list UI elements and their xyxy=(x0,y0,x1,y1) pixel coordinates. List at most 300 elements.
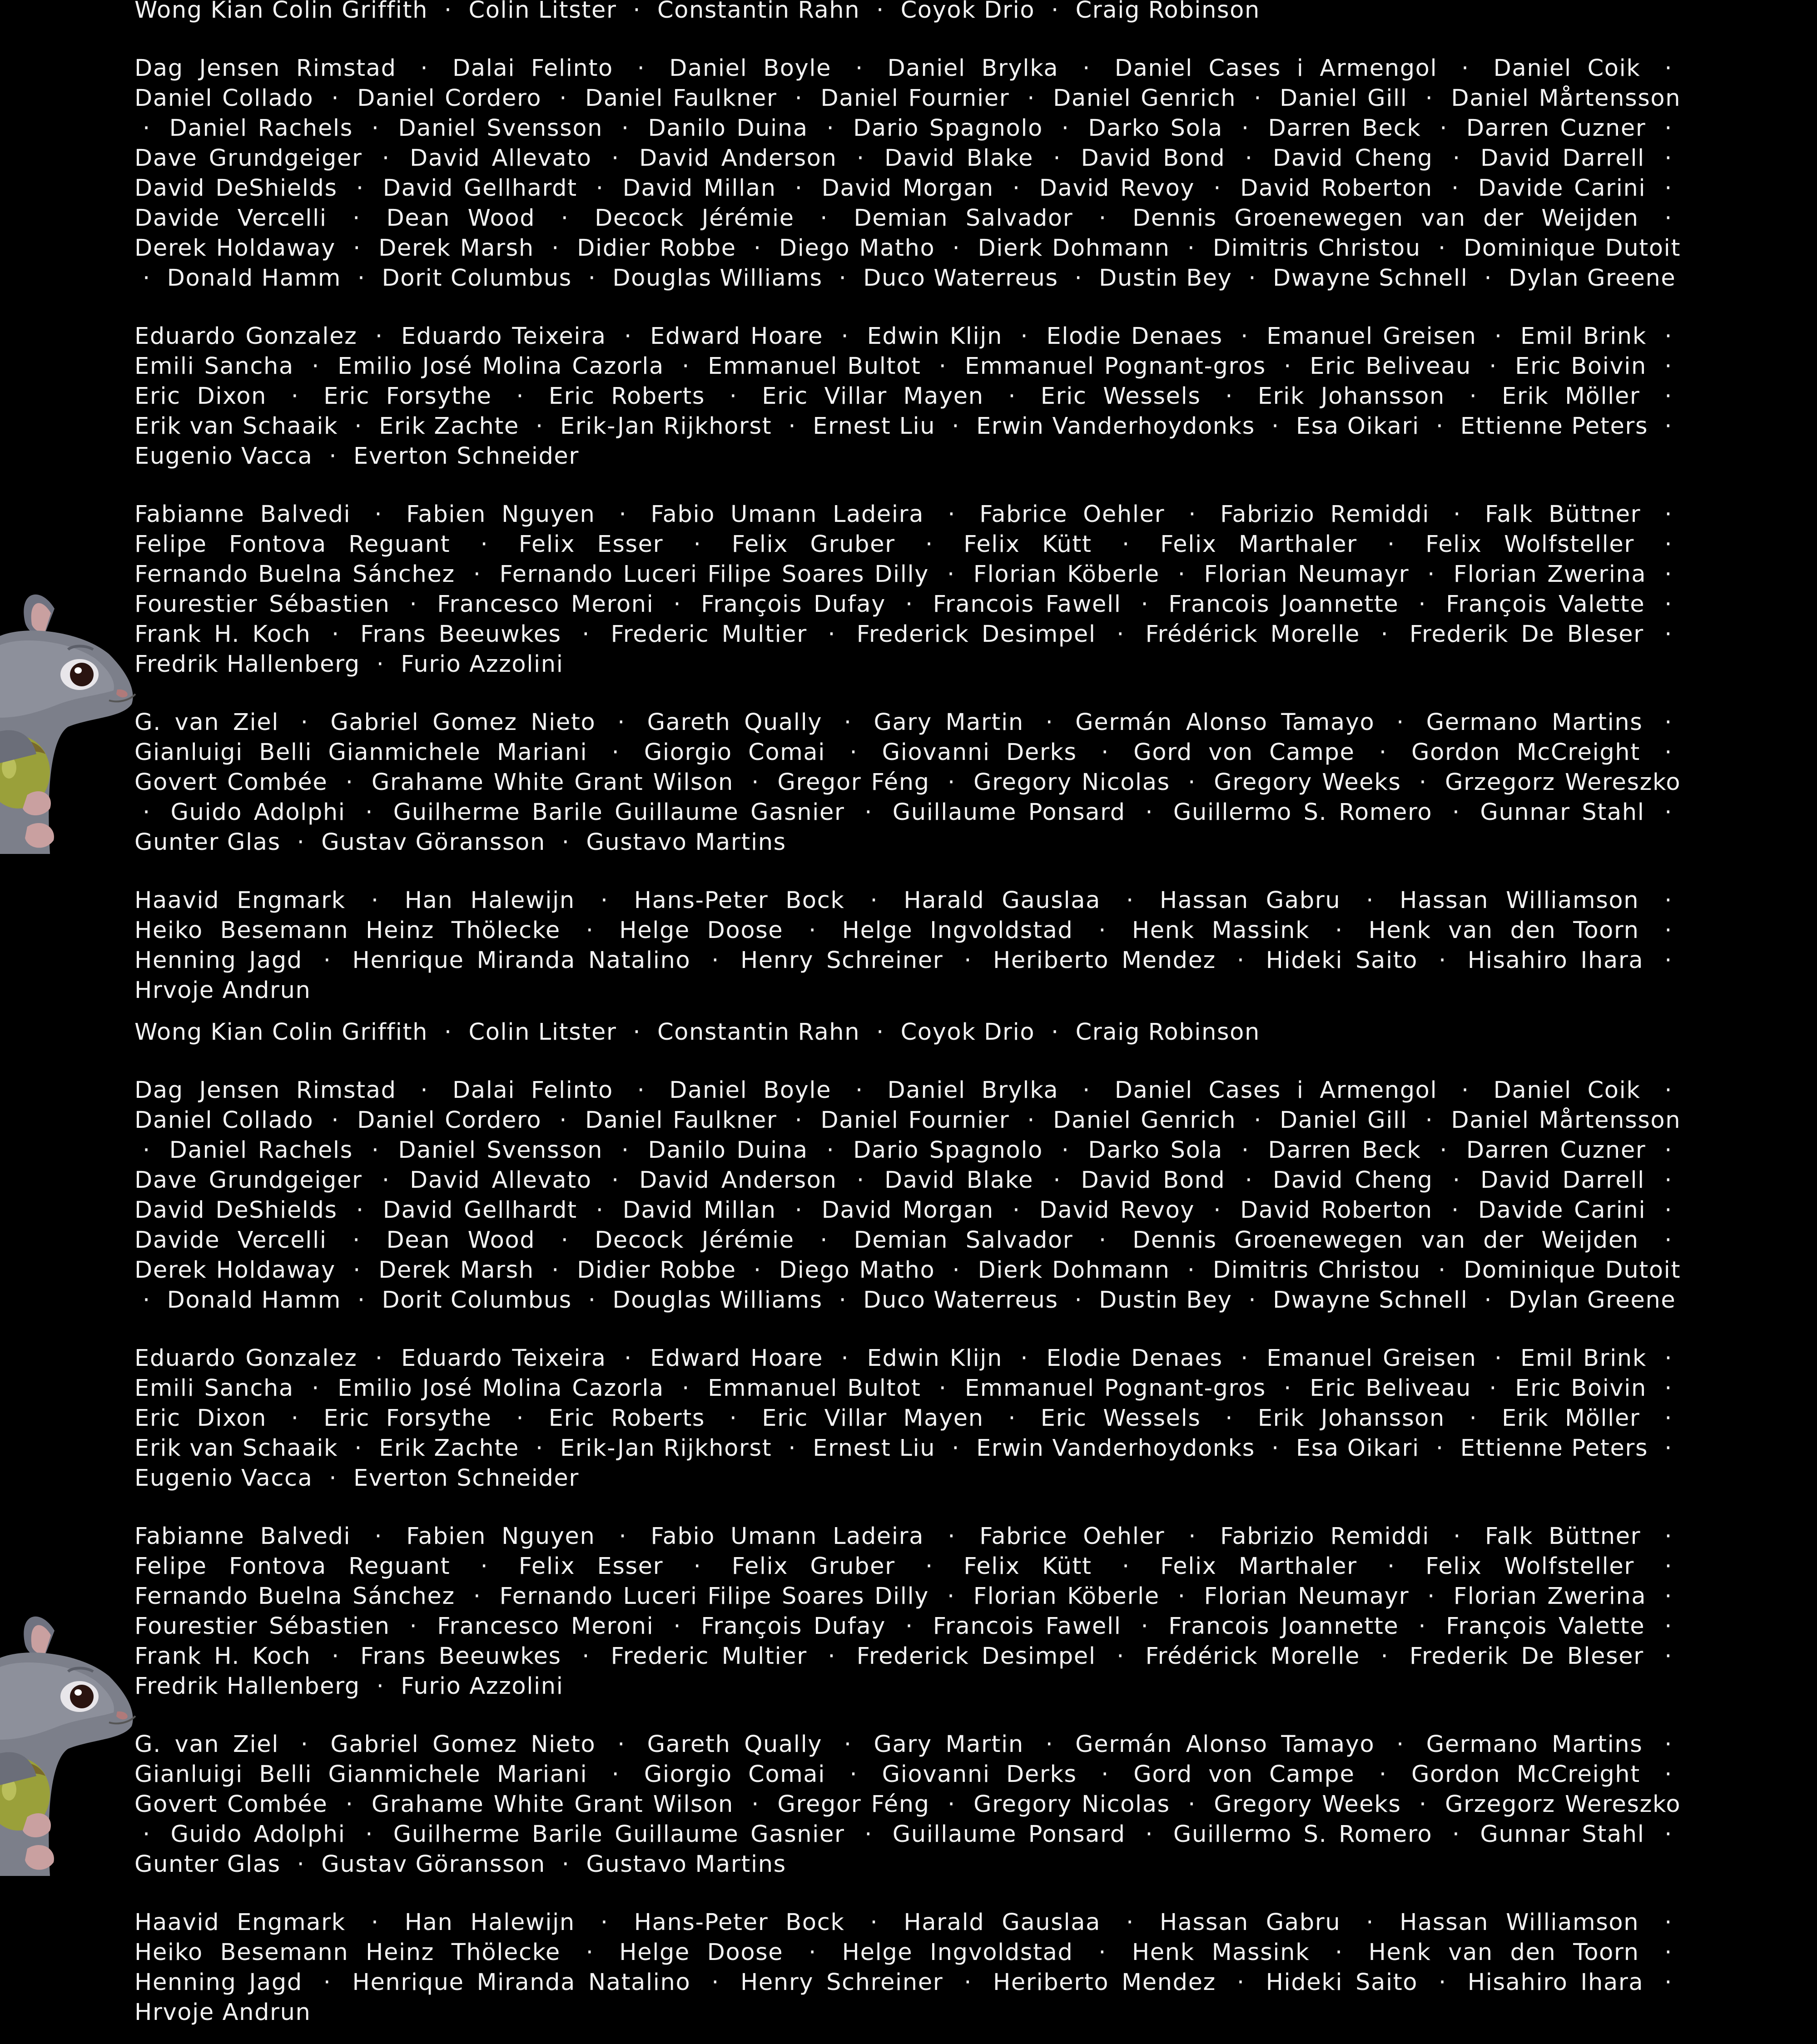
name-separator: · xyxy=(1461,1077,1469,1104)
name-separator: · xyxy=(1440,1137,1448,1164)
name-separator: · xyxy=(291,383,299,410)
credit-name: Daniel Gill xyxy=(1280,85,1408,112)
name-separator: · xyxy=(1425,1107,1434,1134)
credit-name: David Darrell xyxy=(1480,1167,1645,1194)
name-separator: · xyxy=(1177,1583,1186,1610)
credit-name: Guillermo S. Romero xyxy=(1173,1821,1433,1848)
name-separator: · xyxy=(1664,1761,1673,1788)
name-separator: · xyxy=(1664,353,1673,380)
credit-name: Dave Grundgeiger xyxy=(134,1167,362,1194)
credit-name: Frederic Multier xyxy=(611,621,807,648)
name-separator: · xyxy=(345,1791,354,1818)
credit-name: Germano Martins xyxy=(1426,1731,1643,1758)
credit-name: Henk van den Toorn xyxy=(1368,1939,1639,1966)
credit-name: Gareth Qually xyxy=(647,1731,823,1758)
name-separator: · xyxy=(300,1731,309,1758)
name-separator: · xyxy=(633,1022,641,1046)
credit-name: Dalai Felinto xyxy=(452,55,613,82)
credit-name: François Dufay xyxy=(701,1613,886,1640)
name-separator: · xyxy=(1439,1969,1447,1996)
credit-name: Erik-Jan Rijkhorst xyxy=(560,1435,772,1462)
credits-paragraph xyxy=(134,708,1681,858)
credit-name: Eric Villar Mayen xyxy=(762,383,984,410)
name-separator: · xyxy=(621,1137,630,1164)
name-separator: · xyxy=(619,1523,627,1550)
credit-name: Germán Alonso Tamayo xyxy=(1075,709,1375,736)
name-separator: · xyxy=(925,531,933,558)
credit-name: Heiko Besemann Heinz Thölecke xyxy=(134,1939,561,1966)
name-separator: · xyxy=(1664,1821,1673,1848)
credit-name: Henk Massink xyxy=(1132,1939,1310,1966)
credit-name: Erik Möller xyxy=(1502,383,1640,410)
credits-paragraph xyxy=(134,322,1681,471)
credit-name: Dean Wood xyxy=(386,1227,536,1254)
name-separator: · xyxy=(1117,621,1125,648)
credit-name: Fabrizio Remiddi xyxy=(1220,1523,1430,1550)
credit-name: Derek Holdaway xyxy=(134,1257,336,1284)
name-separator: · xyxy=(1051,0,1059,24)
credit-name: Francois Fawell xyxy=(933,591,1122,618)
name-separator: · xyxy=(473,561,482,588)
name-separator: · xyxy=(371,1909,379,1936)
name-separator: · xyxy=(1419,769,1427,796)
credit-name: Dwayne Schnell xyxy=(1273,265,1468,292)
name-separator: · xyxy=(611,145,620,172)
name-separator: · xyxy=(637,1077,645,1104)
credit-name: Gregor Féng xyxy=(777,769,930,796)
name-separator: · xyxy=(516,383,525,410)
name-separator: · xyxy=(794,1197,803,1224)
credit-name: David Bond xyxy=(1081,145,1226,172)
name-separator: · xyxy=(611,739,620,766)
name-separator: · xyxy=(729,383,738,410)
name-separator: · xyxy=(473,1583,482,1610)
credit-name: Fernando Buelna Sánchez xyxy=(134,1583,455,1610)
credit-name: Darko Sola xyxy=(1088,1137,1223,1164)
credit-name: Felipe Fontova Reguant xyxy=(134,531,451,558)
name-separator: · xyxy=(1098,1939,1107,1966)
credit-name: Falk Büttner xyxy=(1485,501,1641,528)
credit-name: Eric Beliveau xyxy=(1310,1375,1471,1402)
name-separator: · xyxy=(1664,1077,1673,1104)
credit-name: François Valette xyxy=(1446,591,1645,618)
credit-name: Govert Combée xyxy=(134,769,328,796)
credit-name: Florian Neumayr xyxy=(1204,1583,1410,1610)
credit-name: Dario Spagnolo xyxy=(853,115,1043,142)
credit-name: Elodie Denaes xyxy=(1046,1345,1223,1372)
credit-name: Frédérick Morelle xyxy=(1145,1643,1360,1670)
name-separator: · xyxy=(826,1137,835,1164)
name-separator: · xyxy=(621,115,630,142)
name-separator: · xyxy=(1453,1523,1461,1550)
name-separator: · xyxy=(1145,799,1154,826)
credit-name: Dustin Bey xyxy=(1099,265,1232,292)
credit-name: Daniel Faulkner xyxy=(585,1107,777,1134)
credit-name: Dag Jensen Rimstad xyxy=(134,55,397,82)
credit-name: Erik van Schaaik xyxy=(134,1435,338,1462)
name-separator: · xyxy=(794,1107,803,1134)
name-separator: · xyxy=(1664,1613,1673,1640)
name-separator: · xyxy=(952,413,960,440)
name-separator: · xyxy=(1484,1287,1493,1314)
name-separator: · xyxy=(788,413,797,440)
name-separator: · xyxy=(600,1909,609,1936)
name-separator: · xyxy=(1664,1553,1673,1580)
name-separator: · xyxy=(1664,739,1673,766)
credits-list xyxy=(134,0,1681,1022)
credit-name: Gunter Glas xyxy=(134,1851,281,1878)
name-separator: · xyxy=(329,443,338,470)
credit-name: Gordon McCreight xyxy=(1411,1761,1640,1788)
credit-name: Coyok Drio xyxy=(900,1022,1035,1046)
name-separator: · xyxy=(1664,501,1673,528)
credit-name: Gord von Campe xyxy=(1133,739,1355,766)
credit-name: Daniel Svensson xyxy=(398,115,603,142)
name-separator: · xyxy=(143,799,151,826)
credit-name: Emmanuel Bultot xyxy=(708,1375,921,1402)
name-separator: · xyxy=(1664,205,1673,232)
credit-name: Henrique Miranda Natalino xyxy=(352,1969,691,1996)
credit-name: Daniel Cordero xyxy=(357,85,542,112)
credit-name: Hans-Peter Bock xyxy=(634,887,845,914)
credit-name: Emil Brink xyxy=(1520,1345,1647,1372)
credit-name: Fabien Nguyen xyxy=(406,501,596,528)
name-separator: · xyxy=(1213,1197,1222,1224)
credit-name: Harald Gauslaa xyxy=(904,887,1101,914)
credit-name: Daniel Fournier xyxy=(820,1107,1010,1134)
name-separator: · xyxy=(844,709,852,736)
credit-name: Davide Vercelli xyxy=(134,1227,327,1254)
credit-name: Fabianne Balvedi xyxy=(134,501,351,528)
name-separator: · xyxy=(1366,1909,1375,1936)
credits-paragraph xyxy=(134,54,1681,293)
credit-name: Gary Martin xyxy=(874,709,1024,736)
credit-name: Daniel Cordero xyxy=(357,1107,542,1134)
name-separator: · xyxy=(312,1375,320,1402)
credit-name: Esa Oikari xyxy=(1296,413,1420,440)
name-separator: · xyxy=(1418,591,1427,618)
name-separator: · xyxy=(1126,887,1134,914)
name-separator: · xyxy=(751,1791,760,1818)
name-separator: · xyxy=(375,1345,383,1372)
name-separator: · xyxy=(420,55,429,82)
credit-name: Guilherme Barile Guillaume Gasnier xyxy=(393,799,845,826)
credit-name: François Dufay xyxy=(701,591,886,618)
credit-name: Furio Azzolini xyxy=(401,651,564,678)
credit-name: Giovanni Derks xyxy=(882,739,1077,766)
name-separator: · xyxy=(300,709,309,736)
credit-name: Eric Roberts xyxy=(548,383,705,410)
credit-name: Constantin Rahn xyxy=(657,1022,860,1046)
credit-name: David Bond xyxy=(1081,1167,1226,1194)
credit-name: Guilherme Barile Guillaume Gasnier xyxy=(393,1821,845,1848)
credit-name: Daniel Boyle xyxy=(669,55,832,82)
name-separator: · xyxy=(617,1731,626,1758)
name-separator: · xyxy=(1248,265,1257,292)
name-separator: · xyxy=(371,887,379,914)
credit-name: Edward Hoare xyxy=(650,323,824,350)
name-separator: · xyxy=(905,1613,913,1640)
name-separator: · xyxy=(374,501,383,528)
name-separator: · xyxy=(1254,1107,1262,1134)
credit-name: G. van Ziel xyxy=(134,1731,279,1758)
credit-name: Daniel Rachels xyxy=(169,115,353,142)
name-separator: · xyxy=(1664,1909,1673,1936)
credit-name: Eric Dixon xyxy=(134,1405,267,1432)
credit-name: Erik Johansson xyxy=(1257,383,1445,410)
name-separator: · xyxy=(354,413,362,440)
credit-name: Frank H. Koch xyxy=(134,621,311,648)
credit-name: Eric Dixon xyxy=(134,383,267,410)
name-separator: · xyxy=(444,1022,452,1046)
credit-name: Eric Boivin xyxy=(1515,1375,1647,1402)
name-separator: · xyxy=(1098,205,1107,232)
name-separator: · xyxy=(331,85,340,112)
credit-name: Dorit Columbus xyxy=(382,1287,572,1314)
credit-name: David Revoy xyxy=(1039,175,1195,202)
credits-paragraph xyxy=(134,500,1681,680)
name-separator: · xyxy=(1245,145,1253,172)
credit-name: Heriberto Mendez xyxy=(993,947,1216,974)
name-separator: · xyxy=(297,1851,305,1878)
name-separator: · xyxy=(586,1939,594,1966)
credit-name: Eric Forsythe xyxy=(323,1405,492,1432)
credit-name: Daniel Rachels xyxy=(169,1137,353,1164)
credit-name: Erwin Vanderhoydonks xyxy=(976,413,1255,440)
credit-name: Guillermo S. Romero xyxy=(1173,799,1433,826)
chinchilla-mascot-icon xyxy=(0,1603,136,1876)
credit-name: David Gellhardt xyxy=(382,175,577,202)
credit-name: Gustav Göransson xyxy=(321,829,546,856)
name-separator: · xyxy=(1396,1731,1405,1758)
credit-name: Eric Beliveau xyxy=(1310,353,1471,380)
name-separator: · xyxy=(1188,1523,1197,1550)
name-separator: · xyxy=(1027,1107,1036,1134)
name-separator: · xyxy=(952,235,961,262)
credit-name: Fabrice Oehler xyxy=(979,1523,1165,1550)
name-separator: · xyxy=(1053,1167,1062,1194)
credit-name: Ettienne Peters xyxy=(1460,413,1648,440)
credit-name: Derek Marsh xyxy=(378,235,534,262)
credit-name: Fernando Luceri Filipe Soares Dilly xyxy=(499,1583,929,1610)
name-separator: · xyxy=(1664,145,1673,172)
credit-name: Esa Oikari xyxy=(1296,1435,1420,1462)
name-separator: · xyxy=(1494,1345,1503,1372)
name-separator: · xyxy=(1008,1405,1017,1432)
name-separator: · xyxy=(1241,323,1249,350)
credit-name: Felix Wolfsteller xyxy=(1425,1553,1634,1580)
name-separator: · xyxy=(809,1939,817,1966)
credit-name: Donald Hamm xyxy=(167,1287,341,1314)
name-separator: · xyxy=(1082,1077,1091,1104)
credit-name: Daniel Collado xyxy=(134,85,314,112)
name-separator: · xyxy=(673,1613,682,1640)
name-separator: · xyxy=(356,1197,364,1224)
name-separator: · xyxy=(1020,323,1029,350)
name-separator: · xyxy=(1664,917,1673,944)
credit-name: Fabrizio Remiddi xyxy=(1220,501,1430,528)
name-separator: · xyxy=(1188,501,1197,528)
name-separator: · xyxy=(357,265,366,292)
name-separator: · xyxy=(905,591,913,618)
name-separator: · xyxy=(1082,55,1091,82)
credit-name: Frederik De Bleser xyxy=(1409,1643,1644,1670)
name-separator: · xyxy=(1664,591,1673,618)
name-separator: · xyxy=(365,1821,374,1848)
name-separator: · xyxy=(329,1465,338,1492)
name-separator: · xyxy=(964,1969,973,1996)
name-separator: · xyxy=(1664,1523,1673,1550)
credit-name: Felix Kütt xyxy=(963,531,1092,558)
name-separator: · xyxy=(1427,1583,1435,1610)
credits-list xyxy=(134,1022,1681,2044)
credit-name: Emilio José Molina Cazorla xyxy=(338,353,664,380)
credit-name: Davide Carini xyxy=(1478,1197,1646,1224)
credit-name: Decock Jérémie xyxy=(595,1227,794,1254)
credit-name: Frans Beeuwkes xyxy=(360,1643,561,1670)
credit-name: Daniel Mårtensson xyxy=(1451,85,1681,112)
credit-name: David Darrell xyxy=(1480,145,1645,172)
credit-name: Gregory Weeks xyxy=(1214,769,1401,796)
name-separator: · xyxy=(619,501,627,528)
credit-name: Han Halewijn xyxy=(404,887,575,914)
credit-name: Edwin Klijn xyxy=(867,323,1003,350)
name-separator: · xyxy=(1664,1167,1673,1194)
name-separator: · xyxy=(1271,413,1280,440)
name-separator: · xyxy=(561,1851,570,1878)
name-separator: · xyxy=(1241,115,1250,142)
name-separator: · xyxy=(1187,235,1196,262)
credit-name: Guillaume Ponsard xyxy=(892,799,1126,826)
name-separator: · xyxy=(856,145,865,172)
name-separator: · xyxy=(374,1523,383,1550)
name-separator: · xyxy=(864,1821,873,1848)
name-separator: · xyxy=(1248,1287,1257,1314)
name-separator: · xyxy=(1427,561,1435,588)
name-separator: · xyxy=(345,769,354,796)
credit-name: Fernando Luceri Filipe Soares Dilly xyxy=(499,561,929,588)
credit-name: Eduardo Teixeira xyxy=(401,1345,606,1372)
credit-name: Gabriel Gomez Nieto xyxy=(330,709,596,736)
name-separator: · xyxy=(1664,947,1673,974)
name-separator: · xyxy=(1141,591,1149,618)
credit-name: Everton Schneider xyxy=(353,443,579,470)
credit-name: Florian Zwerina xyxy=(1453,561,1647,588)
name-separator: · xyxy=(1027,85,1036,112)
name-separator: · xyxy=(711,947,720,974)
credit-name: David Revoy xyxy=(1039,1197,1195,1224)
credit-name: Gianluigi Belli Gianmichele Mariani xyxy=(134,1761,588,1788)
name-separator: · xyxy=(1452,1821,1460,1848)
credit-name: Ernest Liu xyxy=(813,1435,936,1462)
credits-paragraph xyxy=(134,1908,1681,2028)
name-separator: · xyxy=(633,0,641,24)
credit-name: Helge Ingvoldstad xyxy=(842,1939,1073,1966)
credit-name: Hassan Williamson xyxy=(1400,1909,1639,1936)
name-separator: · xyxy=(1225,383,1234,410)
name-separator: · xyxy=(938,1375,947,1402)
name-separator: · xyxy=(1664,561,1673,588)
name-separator: · xyxy=(143,1821,151,1848)
credit-name: Francesco Meroni xyxy=(437,591,654,618)
credit-name: Daniel Brylka xyxy=(887,55,1059,82)
credit-name: Edwin Klijn xyxy=(867,1345,1003,1372)
credit-name: Eric Forsythe xyxy=(323,383,492,410)
credit-name: Germán Alonso Tamayo xyxy=(1075,1731,1375,1758)
name-separator: · xyxy=(356,175,364,202)
name-separator: · xyxy=(828,621,836,648)
credit-name: Grzegorz Wereszko xyxy=(1445,769,1681,796)
name-separator: · xyxy=(331,621,340,648)
credits-paragraph xyxy=(134,1022,1681,1047)
name-separator: · xyxy=(1664,413,1673,440)
name-separator: · xyxy=(952,1435,960,1462)
credit-name: David Cheng xyxy=(1272,1167,1433,1194)
credit-name: Florian Zwerina xyxy=(1453,1583,1647,1610)
credit-name: Gustavo Martins xyxy=(586,1851,786,1878)
credit-name: Emmanuel Pognant-gros xyxy=(964,353,1266,380)
credit-name: Heiko Besemann Heinz Thölecke xyxy=(134,917,561,944)
name-separator: · xyxy=(870,1909,879,1936)
credit-name: Wong Kian Colin Griffith xyxy=(134,1022,428,1046)
name-separator: · xyxy=(1101,1761,1109,1788)
name-separator: · xyxy=(353,1257,361,1284)
credit-name: Daniel Genrich xyxy=(1053,1107,1236,1134)
name-separator: · xyxy=(964,947,973,974)
name-separator: · xyxy=(1664,887,1673,914)
credit-name: Felix Gruber xyxy=(731,531,895,558)
name-separator: · xyxy=(1284,1375,1292,1402)
credit-name: Giorgio Comai xyxy=(644,739,826,766)
credit-name: Haavid Engmark xyxy=(134,1909,346,1936)
name-separator: · xyxy=(1664,1227,1673,1254)
credit-name: Fourestier Sébastien xyxy=(134,1613,390,1640)
credit-name: Daniel Faulkner xyxy=(585,85,777,112)
name-separator: · xyxy=(1051,1022,1059,1046)
credits-paragraph xyxy=(134,1344,1681,1493)
name-separator: · xyxy=(1664,1583,1673,1610)
credit-name: Fabio Umann Ladeira xyxy=(650,501,924,528)
credit-name: Colin Litster xyxy=(468,0,617,24)
credit-name: Darren Beck xyxy=(1268,1137,1421,1164)
credit-name: Frédérick Morelle xyxy=(1145,621,1360,648)
name-separator: · xyxy=(1664,1969,1673,1996)
name-separator: · xyxy=(841,323,849,350)
credit-name: Guillaume Ponsard xyxy=(892,1821,1126,1848)
credit-name: Felix Kütt xyxy=(963,1553,1092,1580)
credits-paragraph xyxy=(134,0,1681,25)
credit-name: Dario Spagnolo xyxy=(853,1137,1043,1164)
name-separator: · xyxy=(947,1583,955,1610)
name-separator: · xyxy=(1379,1761,1387,1788)
name-separator: · xyxy=(536,413,544,440)
credit-name: Gareth Qually xyxy=(647,709,823,736)
name-separator: · xyxy=(1008,383,1017,410)
credit-name: Dylan Greene xyxy=(1508,265,1676,292)
credit-name: Hisahiro Ihara xyxy=(1467,1969,1644,1996)
credit-name: Gunnar Stahl xyxy=(1480,1821,1645,1848)
name-separator: · xyxy=(856,1167,865,1194)
credit-name: Dominique Dutoit xyxy=(1464,235,1681,262)
name-separator: · xyxy=(1664,115,1673,142)
name-separator: · xyxy=(820,1227,829,1254)
name-separator: · xyxy=(143,115,151,142)
credit-name: David Morgan xyxy=(821,175,994,202)
name-separator: · xyxy=(1435,1435,1444,1462)
credit-name: Eduardo Gonzalez xyxy=(134,323,357,350)
name-separator: · xyxy=(876,1022,884,1046)
credit-name: Douglas Williams xyxy=(612,265,823,292)
